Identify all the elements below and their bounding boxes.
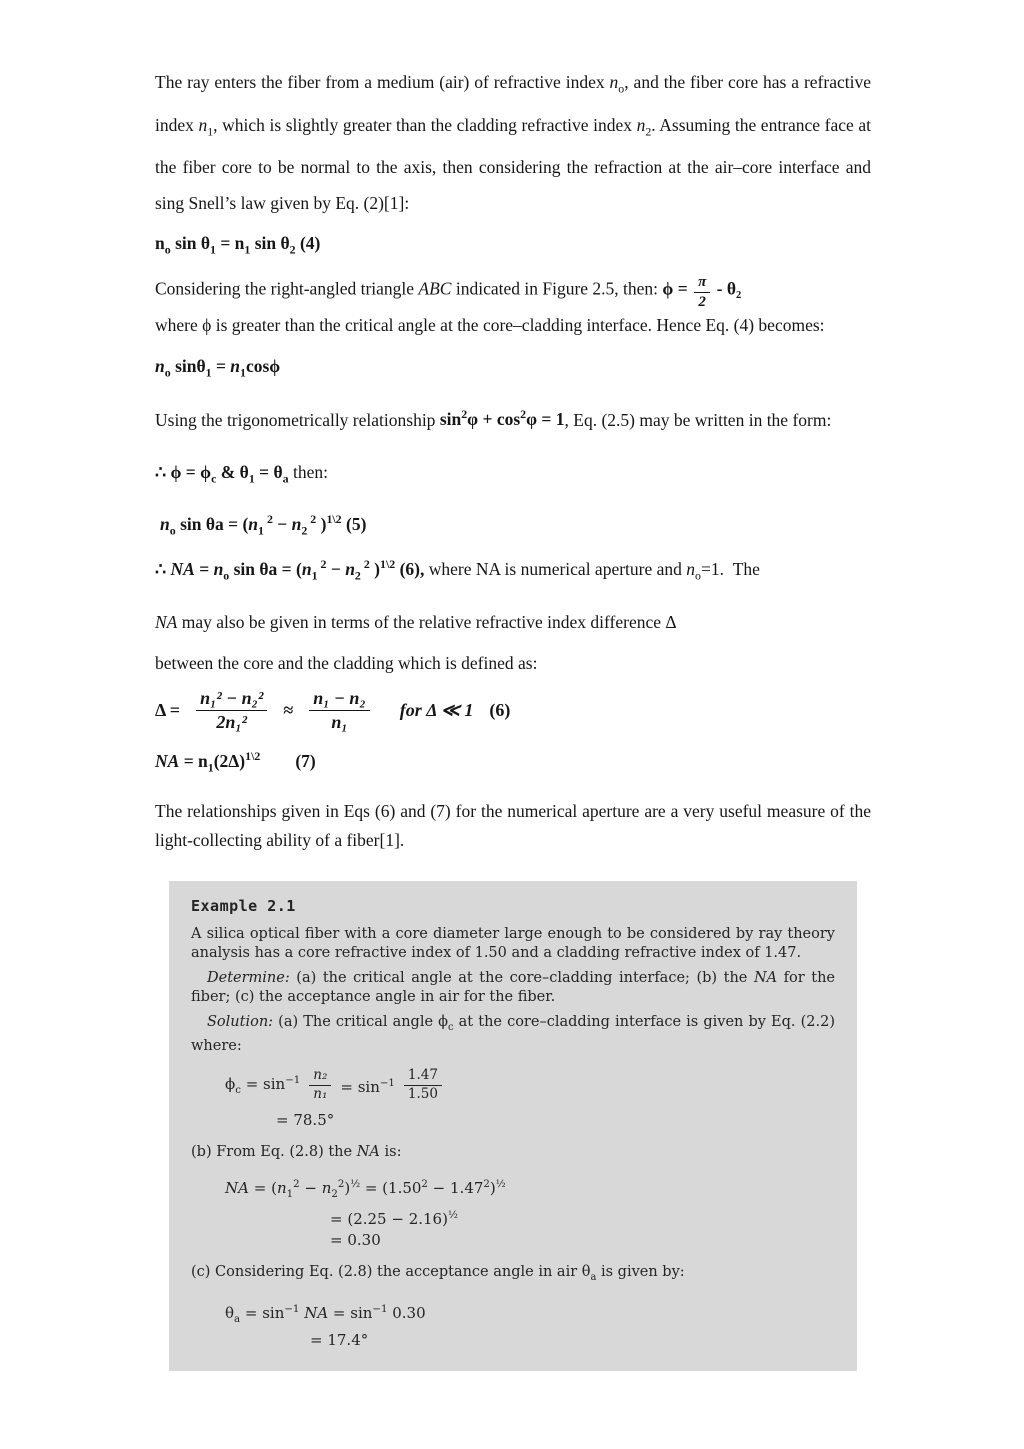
paragraph-triangle-lead: Considering the right-angled triangle ABC indicated in Figure 2.5, then: (155, 277, 663, 298)
paragraph-na-delta: NA may also be given in terms of the relative refractive index difference Δ (155, 612, 677, 633)
acceptance-angle-line-1: $\theta_a = \sin^{-1}$ NA = $\sin^{-1} 0.30$ (225, 1304, 426, 1325)
example-solution-part-a: Solution: (a) The critical angle $\phi_c$ at the core–cladding interface is given by Eq. (2.2) where: (191, 1014, 835, 1055)
na-calculation-line-1: NA = $(n_1^2 - n_2^2)^{\frac{1}{2}} = (1.50^2 - 1.47^2)^{\frac{1}{2}}$ (225, 1179, 506, 1201)
example-math-critical-angle (225, 1068, 835, 1102)
delta-fraction-2-numerator: n₁ − n₂ (309, 688, 369, 711)
delta-fraction-2 (309, 688, 369, 732)
delta-fraction-2-denominator: n₁ (331, 712, 348, 733)
fraction-numerator: π (694, 274, 710, 293)
critical-angle-lead: $\phi_c = \sin^{-1}$ (225, 1074, 301, 1096)
equation-6-number: (6) (489, 700, 511, 721)
line-equation-6-na: ∴ NA = $n_o$ $\sin \theta a = (n_1$ $^2 - n_2$ $^2$ )$^{1\backslash 2}$ (6), where NA is numerical aperture and $n_o=1$. The (155, 557, 760, 583)
acceptance-angle-line-2: = 17.4° (310, 1331, 369, 1349)
paragraph-conclusion: The relationships given in Eqs (6) and (7) for the numerical aperture are a very useful measure of the light-collecting ability of a fiber[1]. (155, 801, 871, 851)
paragraph-trig-identity: Using the trigonometrically relationship $\sin^2\varphi + \cos^2\varphi = 1$, Eq. (2.5) may be written in the form: (155, 407, 832, 430)
na-calculation-line-2: = $(2.25 - 2.16)^{\frac{1}{2}}$ (330, 1210, 458, 1229)
ratio-denominator: 1.50 (407, 1085, 438, 1102)
example-title: Example 2.1 (191, 897, 296, 916)
paragraph-triangle-rest: where ϕ is greater than the critical angle at the core–cladding interface. Hence Eq. (4) becomes: (155, 315, 825, 335)
equation-cos-phi: $n_o$ $\sin\theta_1 = n_1\cos\phi$ (155, 356, 281, 380)
delta-equals-text: Δ = (155, 700, 181, 721)
delta-fraction-1-numerator: n₁² − n₂² (196, 688, 267, 711)
fraction-denominator: 2 (698, 293, 706, 310)
delta-fraction-1-denominator: 2n₁² (216, 712, 248, 733)
n2-over-n1-fraction (309, 1068, 331, 1102)
ratio-numerator: 1.47 (404, 1068, 442, 1086)
critical-angle-mid: = $\sin^{-1}$ (340, 1077, 395, 1096)
example-part-b-label: (b) From Eq. (2.8) the NA is: (191, 1144, 402, 1161)
ratio-147-150-fraction (404, 1068, 442, 1102)
na-calculation-line-3: = 0.30 (330, 1231, 381, 1250)
pi-over-2-fraction (694, 274, 710, 312)
paragraph-ray-intro: The ray enters the fiber from a medium (air) of refractive index $n_o$, and the fiber core has a refractive index $n_1$, which is slightly greater than the cladding refractive index $n_2$. Assuming the entrance face at the fiber core to be normal to the axis, then considering the refraction at the air–core interface and sing Snell’s law given by Eq. (2)[1]: (155, 72, 871, 213)
paragraph-between-core-cladding: between the core and the cladding which is defined as: (155, 653, 538, 674)
example-result-critical-angle: = 78.5° (276, 1111, 335, 1130)
example-math-acceptance-angle (225, 1299, 835, 1351)
for-delta-condition: for Δ ≪ 1 (399, 700, 474, 721)
example-determine: Determine: (a) the critical angle at the core–cladding interface; (b) the NA for the fiber; (c) the acceptance angle in air for the fiber. (191, 970, 835, 1006)
line-therefore-substitution: ∴ $\phi = \phi_c$ & $\theta_1 = \theta_a$ then: (155, 462, 328, 486)
example-math-na (225, 1174, 835, 1251)
equation-6-delta-definition (155, 688, 871, 732)
equation-5-acceptance: $n_o$ $\sin \theta a = (n_1$ $^2 - n_2$ $^2$ )$^{1\backslash 2}$ (5) (160, 511, 367, 538)
n1-denominator: n₁ (313, 1085, 328, 1102)
paragraph-triangle (155, 274, 871, 341)
example-box (169, 881, 857, 1371)
example-problem-statement: A silica optical fiber with a core diameter large enough to be considered by ray theory analysis has a core refractive index of 1.50 and a cladding refractive index of 1.47. (191, 926, 835, 962)
delta-fraction-1 (196, 688, 267, 732)
equation-4-snell: $n_o$ $\sin \theta_1 = n_1$ $\sin \theta_2$ (4) (155, 233, 321, 257)
equation-7-na: NA = $n_1(2\Delta)^{1\backslash 2}$ (7) (155, 748, 316, 775)
n2-numerator: n₂ (309, 1068, 331, 1086)
phi-equals-text: ϕ = (662, 277, 688, 298)
approx-symbol: ≈ (283, 700, 294, 721)
minus-theta2-text: - θ₂ (716, 277, 742, 298)
page-content (155, 64, 871, 1371)
example-part-c-label: (c) Considering Eq. (2.8) the acceptance angle in air $\theta_a$ is given by: (191, 1264, 685, 1283)
